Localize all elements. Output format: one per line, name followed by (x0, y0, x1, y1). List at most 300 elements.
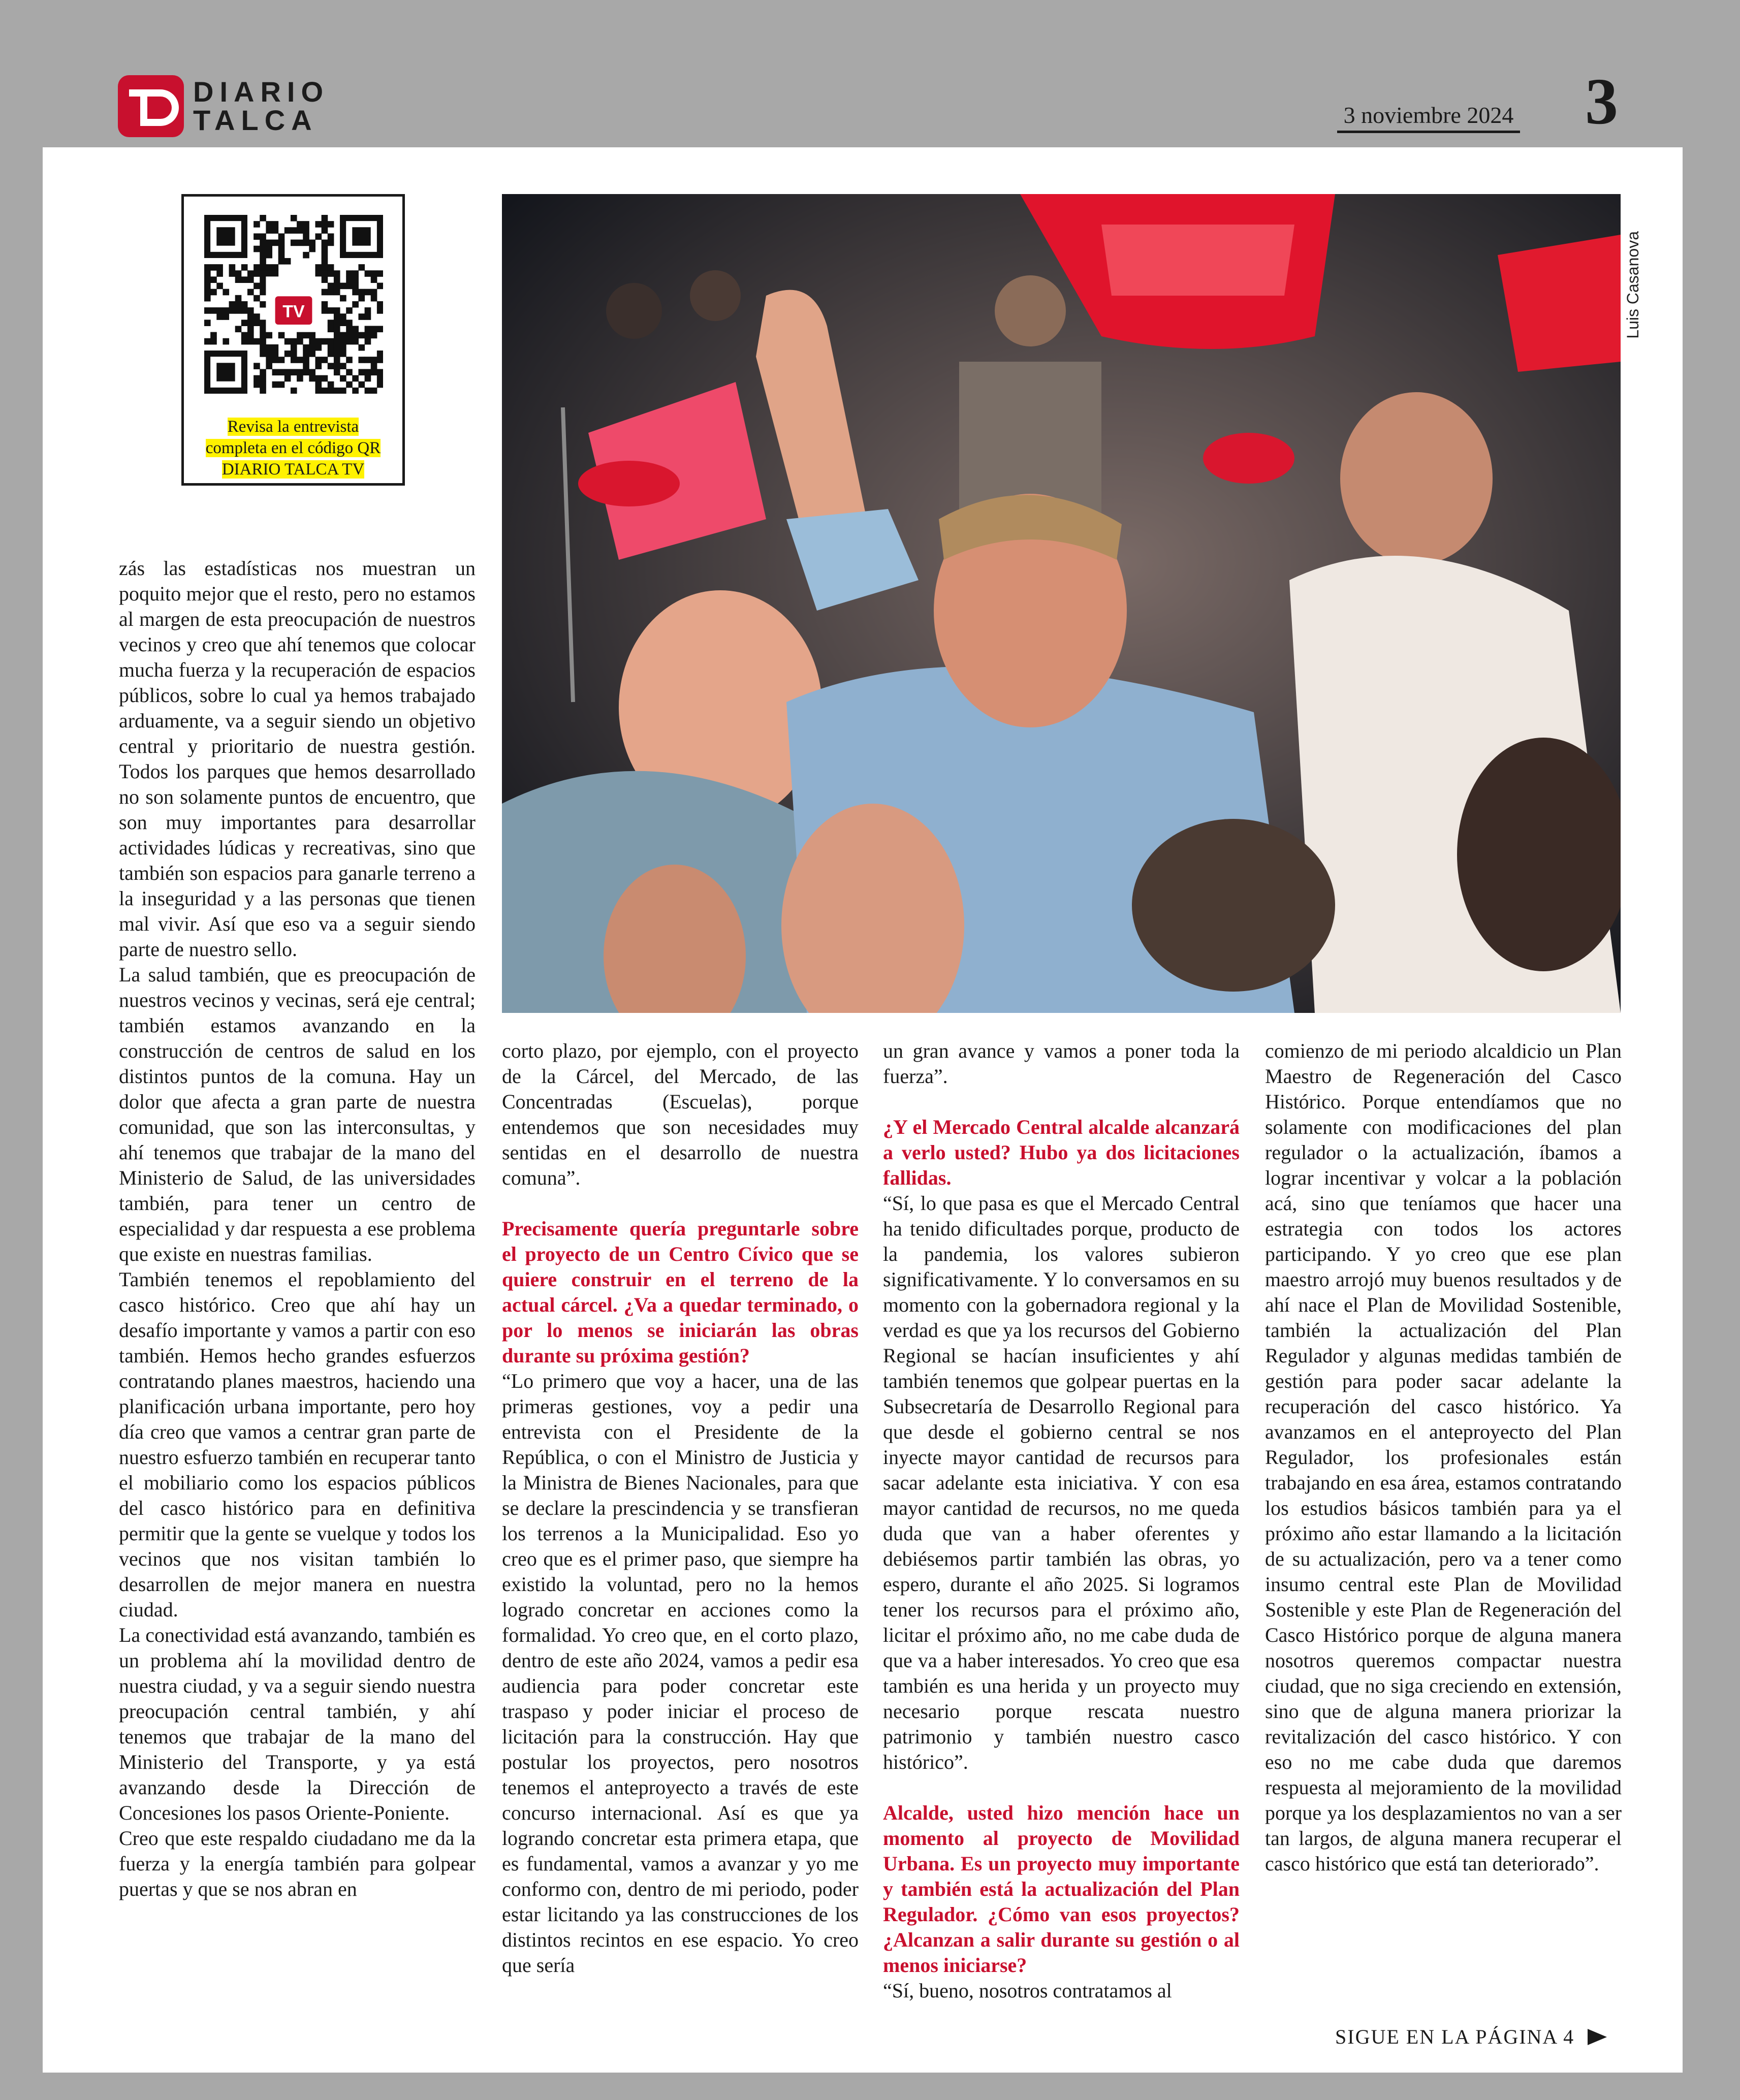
qr-module (284, 227, 291, 234)
qr-module (278, 246, 285, 252)
qr-module (254, 338, 260, 345)
qr-module (254, 375, 260, 382)
qr-module (377, 375, 383, 382)
qr-module (247, 270, 254, 277)
qr-module (284, 375, 291, 382)
qr-module (315, 264, 322, 271)
qr-module (260, 301, 266, 308)
paragraph: comienzo de mi periodo alcaldicio un Plan Maestro de Regeneración del Casco Histórico. Porque entendíamos que no solamente con modificaciones del plan regulador o la actualización, íbamos a lograr incentivar y volcar a la población acá, sino que teníamos que hacer una estrategia con todos los actores participando. Y yo creo que ese plan maestro arrojó muy buenos resultados y de ahí nace el Plan de Movilidad Sostenible, también la actualización del Plan Regulador y algunas medidas también de gestión para poder sacar adelante la recuperación del casco histórico. Ya avanzamos en el anteproyecto del Plan Regulador, los profesionales están trabajando en esa área, estamos contratando los estudios básicos también para ya el próximo año estar llamando a la licitación de su actualización, pero va a tener como insumo central este Plan de Movilidad Sostenible y este Plan de Regeneración del Casco Histórico porque de alguna manera nosotros queremos compactar nuestra ciudad, que no siga creciendo en extensión, sino que de alguna manera priorizar la revitalización del casco histórico. Y con eso no me cabe duda que daremos respuesta al mejoramiento de la movilidad porque ya los desplazamientos no van a ser tan largos, de alguna manera recuperar el casco histórico que está tan deteriorado”. (1265, 1039, 1622, 1875)
qr-module (334, 332, 340, 339)
qr-module (309, 375, 315, 382)
qr-module (303, 363, 309, 369)
qr-module (297, 357, 303, 363)
rally-photo-illustration (502, 194, 1621, 1013)
qr-module (229, 307, 236, 314)
qr-module (334, 369, 340, 375)
paragraph: un gran avance y vamos a poner toda la fuerza”. (883, 1039, 1240, 1088)
qr-module (309, 240, 315, 246)
qr-module (223, 307, 229, 314)
qr-module (371, 332, 377, 339)
qr-module (266, 252, 272, 259)
qr-module (358, 289, 365, 296)
qr-module (266, 332, 272, 339)
qr-module (303, 227, 309, 234)
qr-module (266, 344, 272, 351)
qr-module (235, 270, 242, 277)
qr-module (241, 264, 248, 271)
qr-module (254, 283, 260, 290)
qr-module (346, 276, 353, 283)
qr-module (352, 283, 359, 290)
qr-module (297, 221, 303, 228)
qr-module (216, 307, 223, 314)
qr-module (377, 357, 383, 363)
qr-module (334, 338, 340, 345)
qr-module (297, 338, 303, 345)
qr-module (297, 369, 303, 375)
qr-module (334, 313, 340, 320)
qr-module (247, 307, 254, 314)
qr-module (260, 283, 266, 290)
qr-module (229, 301, 236, 308)
qr-module (291, 240, 297, 246)
qr-caption-line-2: completa en el código QR (205, 439, 381, 457)
qr-module (322, 264, 328, 271)
qr-module (291, 369, 297, 375)
qr-module (371, 295, 377, 302)
qr-module (303, 369, 309, 375)
paragraph: zás las estadísticas nos muestran un poquito mejor que el resto, pero no estamos al margen de esta preocupación de nuestros vecinos y creo que ahí tenemos que colocar mucha fuerza y la recuperación de espacios públicos, sobre lo cual ya hemos trabajado arduamente, va a seguir siendo un objetivo central y prioritario de nuestra gestión. Todos los parques que hemos desarrollado no son solamente puntos de encuentro, que son muy importantes para desarrollar actividades lúdicas y recreativas, sino que también son espacios para ganarle terreno a la inseguridad y a las personas que tienen mal vivir. Así que eso va a seguir siendo parte de nuestro sello. (119, 557, 476, 961)
qr-module (340, 313, 346, 320)
qr-module (315, 221, 322, 228)
qr-module (254, 313, 260, 320)
qr-badge-label: TV (282, 302, 305, 322)
qr-module (346, 320, 353, 326)
qr-module (371, 363, 377, 369)
qr-module (340, 338, 346, 345)
qr-module (266, 264, 272, 271)
qr-module (291, 344, 297, 351)
qr-module (365, 270, 371, 277)
paragraph: “Sí, bueno, nosotros contratamos al (883, 1979, 1172, 2002)
qr-module (291, 215, 297, 221)
qr-module (322, 301, 328, 308)
qr-module (328, 233, 334, 240)
qr-module (278, 240, 285, 246)
qr-module (284, 351, 291, 357)
qr-module (260, 289, 266, 296)
qr-module (272, 270, 279, 277)
qr-module (340, 295, 346, 302)
qr-module (309, 351, 315, 357)
arrow-right-icon (1588, 2029, 1607, 2045)
qr-module (260, 332, 266, 339)
article-column-4 (1265, 1038, 1622, 2024)
qr-module (346, 307, 353, 314)
qr-module (241, 276, 248, 283)
qr-module (254, 381, 260, 388)
continue-label: SIGUE EN LA PÁGINA 4 (1335, 2025, 1575, 2048)
qr-module (328, 270, 334, 277)
qr-module (303, 252, 309, 259)
qr-module (340, 283, 346, 290)
qr-module (278, 357, 285, 363)
qr-module (322, 221, 328, 228)
qr-module (229, 270, 236, 277)
rally-photo (502, 194, 1621, 1013)
qr-module (346, 283, 353, 290)
qr-module (328, 240, 334, 246)
qr-module (352, 289, 359, 296)
qr-module (328, 320, 334, 326)
qr-module (247, 313, 254, 320)
qr-module (254, 221, 260, 228)
qr-module (328, 363, 334, 369)
qr-module (315, 344, 322, 351)
qr-module (235, 307, 242, 314)
qr-module (260, 351, 266, 357)
qr-module (260, 338, 266, 345)
qr-module (322, 375, 328, 382)
qr-module (266, 357, 272, 363)
photo-credit: Luis Casanova (1624, 231, 1642, 339)
qr-module (260, 375, 266, 382)
qr-module (235, 326, 242, 332)
qr-module (334, 307, 340, 314)
qr-module (291, 388, 297, 394)
qr-module (365, 388, 371, 394)
qr-module (334, 289, 340, 296)
qr-module (322, 307, 328, 314)
qr-module (210, 289, 217, 296)
qr-module (272, 227, 279, 234)
paragraph: La conectividad está avanzando, también es un problema ahí la movilidad dentro de nuestra ciudad, y va a seguir siendo nuestra preocupación central también, y ahí tenemos que trabajar de la mano del Ministerio del Transporte, y ya está avanzando desde la Dirección de Concesiones los pasos Oriente-Poniente. (119, 1624, 476, 1824)
qr-module (315, 233, 322, 240)
qr-module (223, 338, 229, 345)
qr-module (235, 276, 242, 283)
qr-module (260, 252, 266, 259)
qr-module (303, 357, 309, 363)
qr-module (365, 338, 371, 345)
qr-module (260, 344, 266, 351)
interview-question: ¿Y el Mercado Central alcalde alcanzará a verlo usted? Hubo ya dos licitaciones fallidas. (883, 1116, 1240, 1189)
qr-module (235, 301, 242, 308)
qr-module (315, 363, 322, 369)
qr-module (309, 332, 315, 339)
paragraph: “Lo primero que voy a hacer, una de las primeras gestiones, voy a pedir una entrevista con el Presidente de la República, o con el Ministro de Justicia y la Ministra de Bienes Nacionales, para que se declare la prescindencia y se transfieran los terrenos a la Municipalidad. Eso yo creo que es el primer paso, que siempre ha existido la voluntad, pero no la hemos logrado concretar en acciones como la formalidad. Yo creo que, en el corto plazo, dentro de este año 2024, vamos a pedir esa audiencia para poder concretar este traspaso y poder iniciar el proceso de licitación para la construcción. Hay que postular los proyectos, pero nosotros tenemos el anteproyecto a través de este concurso internacional. Así es que ya logrando concretar esta primera etapa, que es fundamental, vamos a avanzar y yo me conformo con, dentro de mi periodo, poder estar licitando ya las construcciones de los distintos recintos en ese espacio. Yo creo que sería (502, 1370, 859, 1977)
qr-module (260, 270, 266, 277)
qr-module (204, 295, 211, 302)
qr-module (371, 276, 377, 283)
qr-module (247, 332, 254, 339)
qr-finder-module (216, 363, 235, 381)
qr-module (377, 326, 383, 332)
qr-module (260, 381, 266, 388)
qr-module (322, 252, 328, 259)
qr-module (358, 313, 365, 320)
qr-module (210, 276, 217, 283)
qr-module (266, 246, 272, 252)
qr-finder-module (216, 227, 235, 245)
qr-module (266, 363, 272, 369)
qr-module (358, 381, 365, 388)
qr-module (365, 357, 371, 363)
qr-module (328, 344, 334, 351)
qr-module (377, 301, 383, 308)
qr-module (272, 264, 279, 271)
qr-module (210, 332, 217, 339)
qr-module (247, 289, 254, 296)
qr-module (284, 369, 291, 375)
qr-module (297, 227, 303, 234)
qr-module (334, 326, 340, 332)
qr-module (328, 338, 334, 345)
qr-module (371, 326, 377, 332)
qr-module (254, 270, 260, 277)
qr-module (266, 227, 272, 234)
paragraph: Creo que este respaldo ciudadano me da la fuerza y la energía también para golpear puertas y que se nos abran en (119, 1827, 476, 1900)
qr-module (278, 381, 285, 388)
qr-module (247, 320, 254, 326)
qr-module (346, 381, 353, 388)
masthead-text (193, 78, 329, 135)
qr-module (334, 388, 340, 394)
qr-module (334, 270, 340, 277)
qr-module (322, 215, 328, 221)
qr-module (334, 283, 340, 290)
qr-module (303, 240, 309, 246)
issue-date: 3 noviembre 2024 (1337, 102, 1520, 133)
qr-module (254, 246, 260, 252)
qr-module (204, 276, 211, 283)
qr-module (365, 369, 371, 375)
qr-module (204, 338, 211, 345)
qr-module (328, 221, 334, 228)
qr-module (371, 270, 377, 277)
qr-module (210, 264, 217, 271)
qr-module (216, 264, 223, 271)
page-number: 3 (1585, 65, 1618, 138)
qr-module (260, 369, 266, 375)
qr-module (216, 283, 223, 290)
qr-module (334, 351, 340, 357)
qr-module (266, 270, 272, 277)
qr-module (241, 307, 248, 314)
qr-module (272, 381, 279, 388)
qr-module (247, 276, 254, 283)
qr-module (315, 270, 322, 277)
qr-module (352, 301, 359, 308)
qr-module (358, 295, 365, 302)
qr-module (303, 351, 309, 357)
qr-module (204, 264, 211, 271)
qr-caption-line-1: Revisa la entrevista (227, 418, 359, 436)
qr-module (204, 289, 211, 296)
qr-module (204, 283, 211, 290)
qr-module (266, 351, 272, 357)
paragraph: La salud también, que es preocupación de nuestros vecinos y vecinas, será eje central; también estamos avanzando en la construcción de centros de salud en los distintos puntos de la comuna. Hay un dolor que afecta a gran parte de nuestra comunidad, que son las interconsultas, y ahí tenemos que trabajar de la mano del Ministerio de Salud, de las universidades también, para tener un centro de especialidad y dar respuesta a ese problema que existe en nuestras familias. (119, 963, 476, 1265)
qr-module (260, 326, 266, 332)
qr-module (241, 320, 248, 326)
qr-module (358, 344, 365, 351)
brand-line-1: DIARIO (193, 76, 329, 108)
qr-module (260, 215, 266, 221)
qr-module (291, 227, 297, 234)
qr-module (352, 388, 359, 394)
qr-module (322, 388, 328, 394)
qr-module (315, 357, 322, 363)
qr-module (223, 289, 229, 296)
qr-module (322, 357, 328, 363)
qr-module (315, 375, 322, 382)
article-column-2 (502, 1038, 859, 2054)
qr-module (303, 332, 309, 339)
qr-module (260, 246, 266, 252)
qr-module (377, 307, 383, 314)
qr-module (309, 246, 315, 252)
qr-module (377, 351, 383, 357)
qr-module (328, 264, 334, 271)
qr-module (315, 388, 322, 394)
qr-module (303, 233, 309, 240)
masthead-logo[interactable] (118, 75, 329, 137)
qr-module (352, 270, 359, 277)
qr-module (334, 320, 340, 326)
qr-module (346, 332, 353, 339)
qr-module (216, 313, 223, 320)
qr-module (322, 276, 328, 283)
qr-module (340, 375, 346, 382)
qr-module (352, 338, 359, 345)
qr-finder-module (352, 227, 370, 245)
qr-module (309, 338, 315, 345)
qr-module (358, 369, 365, 375)
continue-link[interactable] (1335, 2024, 1607, 2050)
qr-module (377, 381, 383, 388)
qr-module (278, 332, 285, 339)
qr-module (309, 369, 315, 375)
qr-module (328, 388, 334, 394)
qr-module (322, 338, 328, 345)
qr-module (328, 381, 334, 388)
qr-module (352, 332, 359, 339)
qr-module (229, 264, 236, 271)
qr-module (210, 338, 217, 345)
qr-module (322, 240, 328, 246)
qr-module (346, 338, 353, 345)
qr-module (266, 240, 272, 246)
qr-module (309, 344, 315, 351)
qr-module (322, 270, 328, 277)
qr-module (241, 338, 248, 345)
qr-module (254, 295, 260, 302)
qr-module (334, 344, 340, 351)
qr-code-icon[interactable] (204, 215, 383, 394)
qr-module (254, 233, 260, 240)
qr-caption-line-3: DIARIO TALCA TV (222, 460, 365, 479)
paragraph: corto plazo, por ejemplo, con el proyecto de la Cárcel, del Mercado, de las Concentradas (Escuelas), porque entendemos que son necesidades muy sentidas en el desarrollo de nuestra comuna”. (502, 1039, 859, 1189)
qr-module (377, 270, 383, 277)
qr-module (272, 240, 279, 246)
qr-module (322, 227, 328, 234)
qr-module (223, 313, 229, 320)
qr-module (278, 369, 285, 375)
qr-module (371, 388, 377, 394)
qr-module (297, 375, 303, 382)
qr-module (340, 320, 346, 326)
qr-module (272, 351, 279, 357)
qr-module (352, 326, 359, 332)
qr-module (272, 344, 279, 351)
qr-module (272, 357, 279, 363)
qr-module (315, 381, 322, 388)
qr-module (247, 338, 254, 345)
qr-module (216, 270, 223, 277)
article-column-1 (119, 556, 476, 2054)
qr-module (235, 295, 242, 302)
qr-module (247, 326, 254, 332)
qr-module (340, 388, 346, 394)
qr-module (241, 301, 248, 308)
qr-module (365, 375, 371, 382)
qr-module (377, 283, 383, 290)
qr-module (352, 276, 359, 283)
qr-module (365, 313, 371, 320)
qr-module (328, 351, 334, 357)
qr-module (278, 252, 285, 259)
qr-module (303, 221, 309, 228)
qr-module (204, 270, 211, 277)
qr-module (254, 363, 260, 369)
qr-module (328, 307, 334, 314)
qr-module (260, 276, 266, 283)
qr-module (365, 289, 371, 296)
qr-module (291, 351, 297, 357)
qr-module (210, 307, 217, 314)
qr-module (254, 320, 260, 326)
qr-module (266, 221, 272, 228)
qr-module (322, 258, 328, 265)
qr-module (278, 233, 285, 240)
qr-module (358, 332, 365, 339)
qr-module (334, 363, 340, 369)
qr-module (315, 338, 322, 345)
qr-module (284, 338, 291, 345)
interview-question: Alcalde, usted hizo mención hace un momento al proyecto de Movilidad Urbana. Es un proyecto muy importante y también está la actualización del Plan Regulador. ¿Cómo van esos proyectos? ¿Alcanzan a salir durante su gestión o al menos iniciarse? (883, 1801, 1240, 1977)
brand-line-2: TALCA (193, 104, 318, 136)
qr-box[interactable] (181, 194, 405, 486)
diario-talca-logo-icon (118, 75, 184, 137)
qr-caption (184, 416, 402, 480)
interview-question: Precisamente quería preguntarle sobre el proyecto de un Centro Cívico que se quiere construir en el terreno de la actual cárcel. ¿Va a quedar terminado, o por lo menos se iniciarán las obras durante su próxima gestión? (502, 1217, 859, 1367)
qr-module (260, 240, 266, 246)
qr-module (260, 388, 266, 394)
qr-module (204, 307, 211, 314)
paragraph: “Sí, lo que pasa es que el Mercado Central ha tenido dificultades porque, producto de la pandemia, los valores subieron significativamente. Y lo conversamos en su momento con la gobernadora regional y la verdad es que ya los recursos del Gobierno Regional se hacían insuficientes y ahí también tenemos que golpear puertas en la Subsecretaría de Desarrollo Regional para que desde el gobierno central se nos inyecte mayor cantidad de recursos para sacar adelante esta iniciativa. Y con esa mayor cantidad de recursos, no me queda duda que van a haber oferentes y debiésemos partir también las obras, yo espero, durante el año 2025. Si logramos tener los recursos para el próximo año, licitar el próximo año, no me cabe duda de que va a haber interesados. Yo creo que esa también es una herida y un proyecto muy necesario porque rescata nuestro patrimonio y también nuestro casco histórico”. (883, 1192, 1240, 1773)
qr-module (340, 332, 346, 339)
qr-module (346, 369, 353, 375)
qr-module (297, 240, 303, 246)
qr-module (358, 264, 365, 271)
qr-module (260, 320, 266, 326)
qr-module (377, 369, 383, 375)
qr-module (241, 332, 248, 339)
qr-module (260, 264, 266, 271)
qr-module (371, 369, 377, 375)
qr-module (322, 289, 328, 296)
qr-module (328, 289, 334, 296)
qr-module (340, 344, 346, 351)
